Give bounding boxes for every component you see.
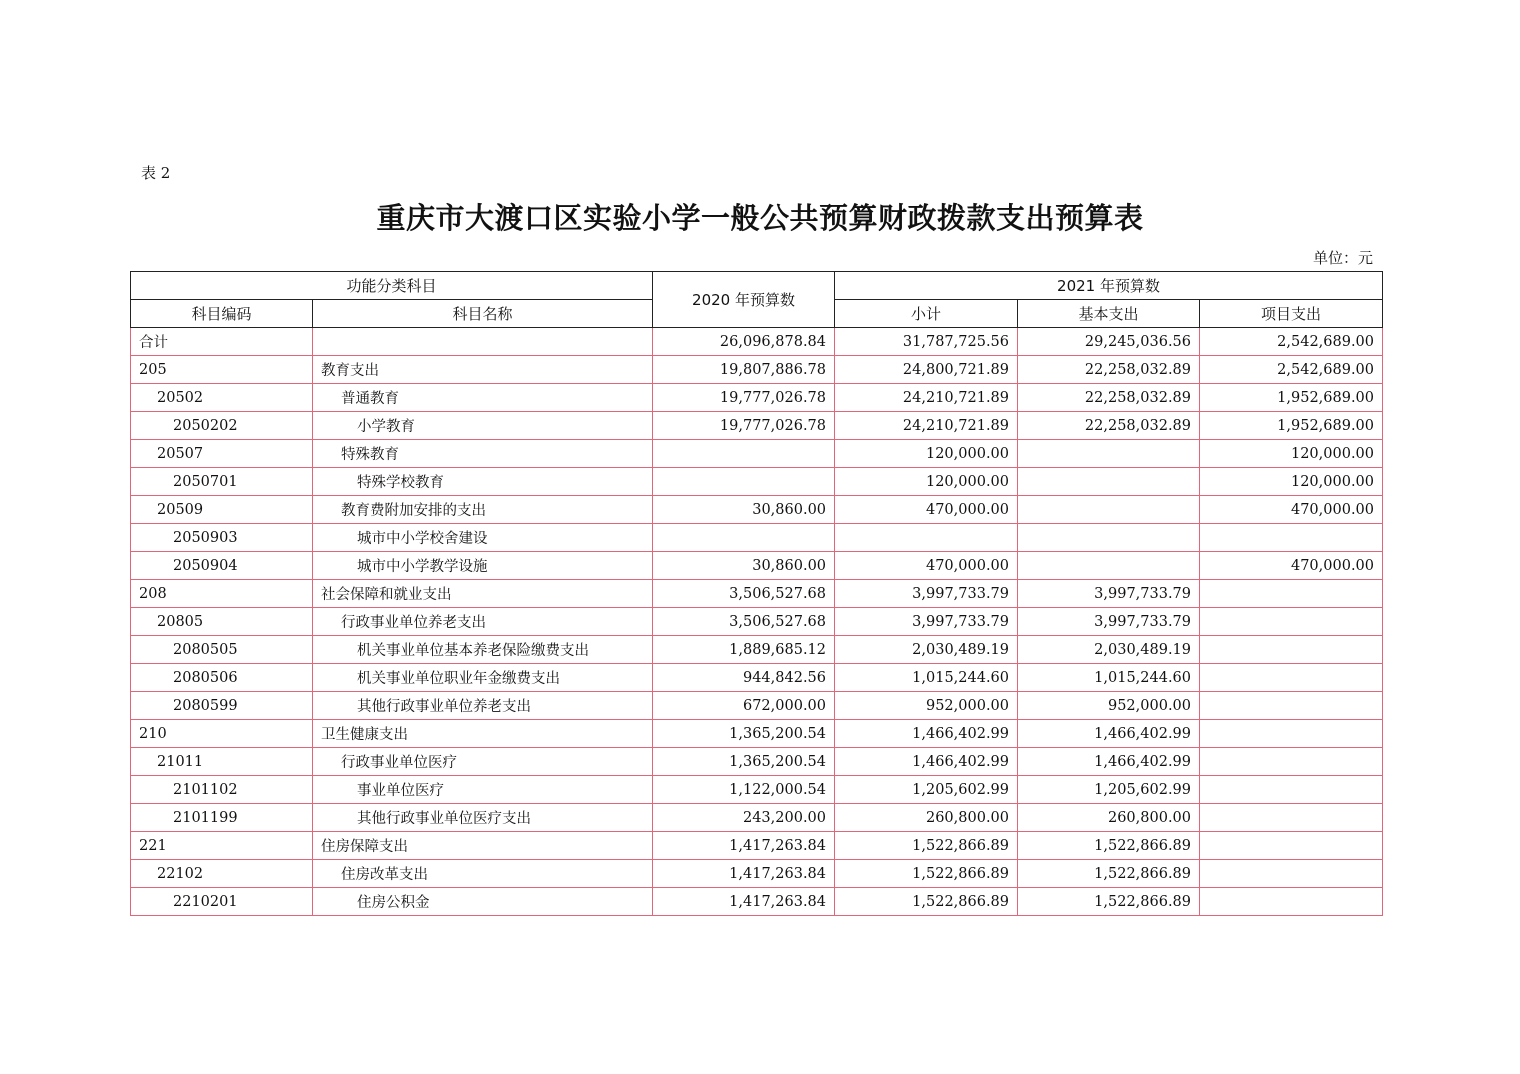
cell-project: 2,542,689.00 [1200,356,1383,384]
cell-basic [1018,468,1200,496]
cell-basic: 2,030,489.19 [1018,636,1200,664]
cell-code: 208 [131,580,313,608]
cell-name: 城市中小学校舍建设 [313,524,653,552]
header-budget-2021: 2021 年预算数 [835,272,1383,300]
cell-basic: 1,466,402.99 [1018,748,1200,776]
cell-project [1200,580,1383,608]
cell-budget-2020: 944,842.56 [653,664,835,692]
cell-subtotal: 1,466,402.99 [835,748,1018,776]
cell-project [1200,636,1383,664]
cell-basic: 22,258,032.89 [1018,384,1200,412]
header-functional-category: 功能分类科目 [131,272,653,300]
cell-budget-2020: 243,200.00 [653,804,835,832]
cell-code: 2050904 [131,552,313,580]
cell-project [1200,860,1383,888]
cell-subtotal: 470,000.00 [835,496,1018,524]
cell-budget-2020: 1,122,000.54 [653,776,835,804]
table-row [131,468,1383,496]
cell-budget-2020: 1,417,263.84 [653,888,835,916]
cell-budget-2020: 30,860.00 [653,552,835,580]
cell-name: 小学教育 [313,412,653,440]
cell-name: 教育费附加安排的支出 [313,496,653,524]
cell-name: 特殊教育 [313,440,653,468]
table-row [131,356,1383,384]
cell-code: 22102 [131,860,313,888]
cell-project: 1,952,689.00 [1200,412,1383,440]
cell-project [1200,692,1383,720]
cell-project: 120,000.00 [1200,440,1383,468]
table-row [131,608,1383,636]
table-row [131,692,1383,720]
cell-subtotal: 31,787,725.56 [835,328,1018,356]
cell-subtotal: 2,030,489.19 [835,636,1018,664]
cell-budget-2020: 672,000.00 [653,692,835,720]
cell-code: 21011 [131,748,313,776]
cell-subtotal: 1,522,866.89 [835,860,1018,888]
cell-basic [1018,524,1200,552]
cell-name: 事业单位医疗 [313,776,653,804]
cell-name: 住房保障支出 [313,832,653,860]
cell-project: 470,000.00 [1200,496,1383,524]
header-basic: 基本支出 [1018,300,1200,328]
unit-label: 单位：元 [1312,249,1373,267]
table-row [131,720,1383,748]
cell-name: 特殊学校教育 [313,468,653,496]
cell-basic: 1,015,244.60 [1018,664,1200,692]
cell-budget-2020: 1,417,263.84 [653,860,835,888]
cell-subtotal: 24,210,721.89 [835,412,1018,440]
cell-budget-2020: 30,860.00 [653,496,835,524]
cell-project [1200,524,1383,552]
cell-code: 205 [131,356,313,384]
cell-project [1200,776,1383,804]
cell-subtotal: 3,997,733.79 [835,580,1018,608]
cell-subtotal: 470,000.00 [835,552,1018,580]
cell-budget-2020: 19,807,886.78 [653,356,835,384]
cell-budget-2020: 1,365,200.54 [653,748,835,776]
cell-subtotal: 260,800.00 [835,804,1018,832]
cell-budget-2020: 1,365,200.54 [653,720,835,748]
table-row [131,580,1383,608]
table-row [131,748,1383,776]
cell-code: 221 [131,832,313,860]
budget-table [130,271,1383,916]
cell-name: 普通教育 [313,384,653,412]
cell-code: 合计 [131,328,313,356]
header-name: 科目名称 [313,300,653,328]
cell-basic [1018,552,1200,580]
cell-project: 2,542,689.00 [1200,328,1383,356]
table-row [131,888,1383,916]
cell-project [1200,748,1383,776]
cell-basic: 1,522,866.89 [1018,860,1200,888]
cell-name: 机关事业单位职业年金缴费支出 [313,664,653,692]
cell-name: 行政事业单位医疗 [313,748,653,776]
cell-budget-2020: 3,506,527.68 [653,580,835,608]
cell-project [1200,720,1383,748]
cell-subtotal: 3,997,733.79 [835,608,1018,636]
cell-basic: 1,466,402.99 [1018,720,1200,748]
cell-name: 机关事业单位基本养老保险缴费支出 [313,636,653,664]
cell-budget-2020: 1,417,263.84 [653,832,835,860]
cell-name: 其他行政事业单位医疗支出 [313,804,653,832]
cell-code: 2101102 [131,776,313,804]
table-row [131,776,1383,804]
cell-project: 470,000.00 [1200,552,1383,580]
cell-name [313,328,653,356]
cell-code: 2050903 [131,524,313,552]
cell-code: 2080599 [131,692,313,720]
table-row [131,832,1383,860]
cell-basic [1018,440,1200,468]
cell-subtotal: 1,522,866.89 [835,888,1018,916]
cell-basic: 29,245,036.56 [1018,328,1200,356]
cell-subtotal: 1,522,866.89 [835,832,1018,860]
cell-code: 20509 [131,496,313,524]
cell-name: 其他行政事业单位养老支出 [313,692,653,720]
table-row [131,552,1383,580]
cell-basic: 3,997,733.79 [1018,580,1200,608]
table-body [131,328,1383,916]
cell-budget-2020: 19,777,026.78 [653,384,835,412]
cell-basic: 1,205,602.99 [1018,776,1200,804]
table-row [131,440,1383,468]
cell-subtotal: 1,466,402.99 [835,720,1018,748]
header-project: 项目支出 [1200,300,1383,328]
cell-subtotal: 120,000.00 [835,468,1018,496]
cell-code: 2210201 [131,888,313,916]
cell-code: 20507 [131,440,313,468]
cell-basic: 22,258,032.89 [1018,356,1200,384]
table-row [131,804,1383,832]
cell-subtotal: 952,000.00 [835,692,1018,720]
header-subtotal: 小计 [835,300,1018,328]
cell-budget-2020: 26,096,878.84 [653,328,835,356]
table-row [131,860,1383,888]
cell-basic: 22,258,032.89 [1018,412,1200,440]
cell-subtotal [835,524,1018,552]
cell-basic: 1,522,866.89 [1018,888,1200,916]
cell-basic: 1,522,866.89 [1018,832,1200,860]
cell-subtotal: 24,800,721.89 [835,356,1018,384]
cell-name: 住房改革支出 [313,860,653,888]
cell-code: 2080506 [131,664,313,692]
cell-code: 210 [131,720,313,748]
cell-name: 城市中小学教学设施 [313,552,653,580]
cell-project: 1,952,689.00 [1200,384,1383,412]
cell-subtotal: 120,000.00 [835,440,1018,468]
table-row [131,384,1383,412]
cell-basic: 952,000.00 [1018,692,1200,720]
cell-project [1200,832,1383,860]
header-code: 科目编码 [131,300,313,328]
table-row [131,524,1383,552]
cell-subtotal: 1,205,602.99 [835,776,1018,804]
cell-code: 20502 [131,384,313,412]
table-number-label: 表 2 [141,164,171,182]
cell-budget-2020 [653,440,835,468]
cell-name: 卫生健康支出 [313,720,653,748]
cell-basic: 260,800.00 [1018,804,1200,832]
cell-project [1200,608,1383,636]
table-row [131,328,1383,356]
cell-name: 行政事业单位养老支出 [313,608,653,636]
header-budget-2020: 2020 年预算数 [653,272,835,328]
cell-code: 20805 [131,608,313,636]
cell-budget-2020 [653,468,835,496]
cell-basic [1018,496,1200,524]
cell-project [1200,804,1383,832]
cell-budget-2020 [653,524,835,552]
page-title: 重庆市大渡口区实验小学一般公共预算财政拨款支出预算表 [376,201,1144,235]
cell-project [1200,664,1383,692]
table-row [131,664,1383,692]
cell-budget-2020: 1,889,685.12 [653,636,835,664]
table-row [131,412,1383,440]
cell-code: 2050701 [131,468,313,496]
cell-subtotal: 1,015,244.60 [835,664,1018,692]
table-row [131,496,1383,524]
cell-code: 2050202 [131,412,313,440]
cell-name: 社会保障和就业支出 [313,580,653,608]
cell-project [1200,888,1383,916]
cell-project: 120,000.00 [1200,468,1383,496]
table-row [131,636,1383,664]
cell-subtotal: 24,210,721.89 [835,384,1018,412]
cell-budget-2020: 3,506,527.68 [653,608,835,636]
cell-code: 2080505 [131,636,313,664]
cell-name: 住房公积金 [313,888,653,916]
cell-basic: 3,997,733.79 [1018,608,1200,636]
cell-budget-2020: 19,777,026.78 [653,412,835,440]
cell-code: 2101199 [131,804,313,832]
cell-name: 教育支出 [313,356,653,384]
